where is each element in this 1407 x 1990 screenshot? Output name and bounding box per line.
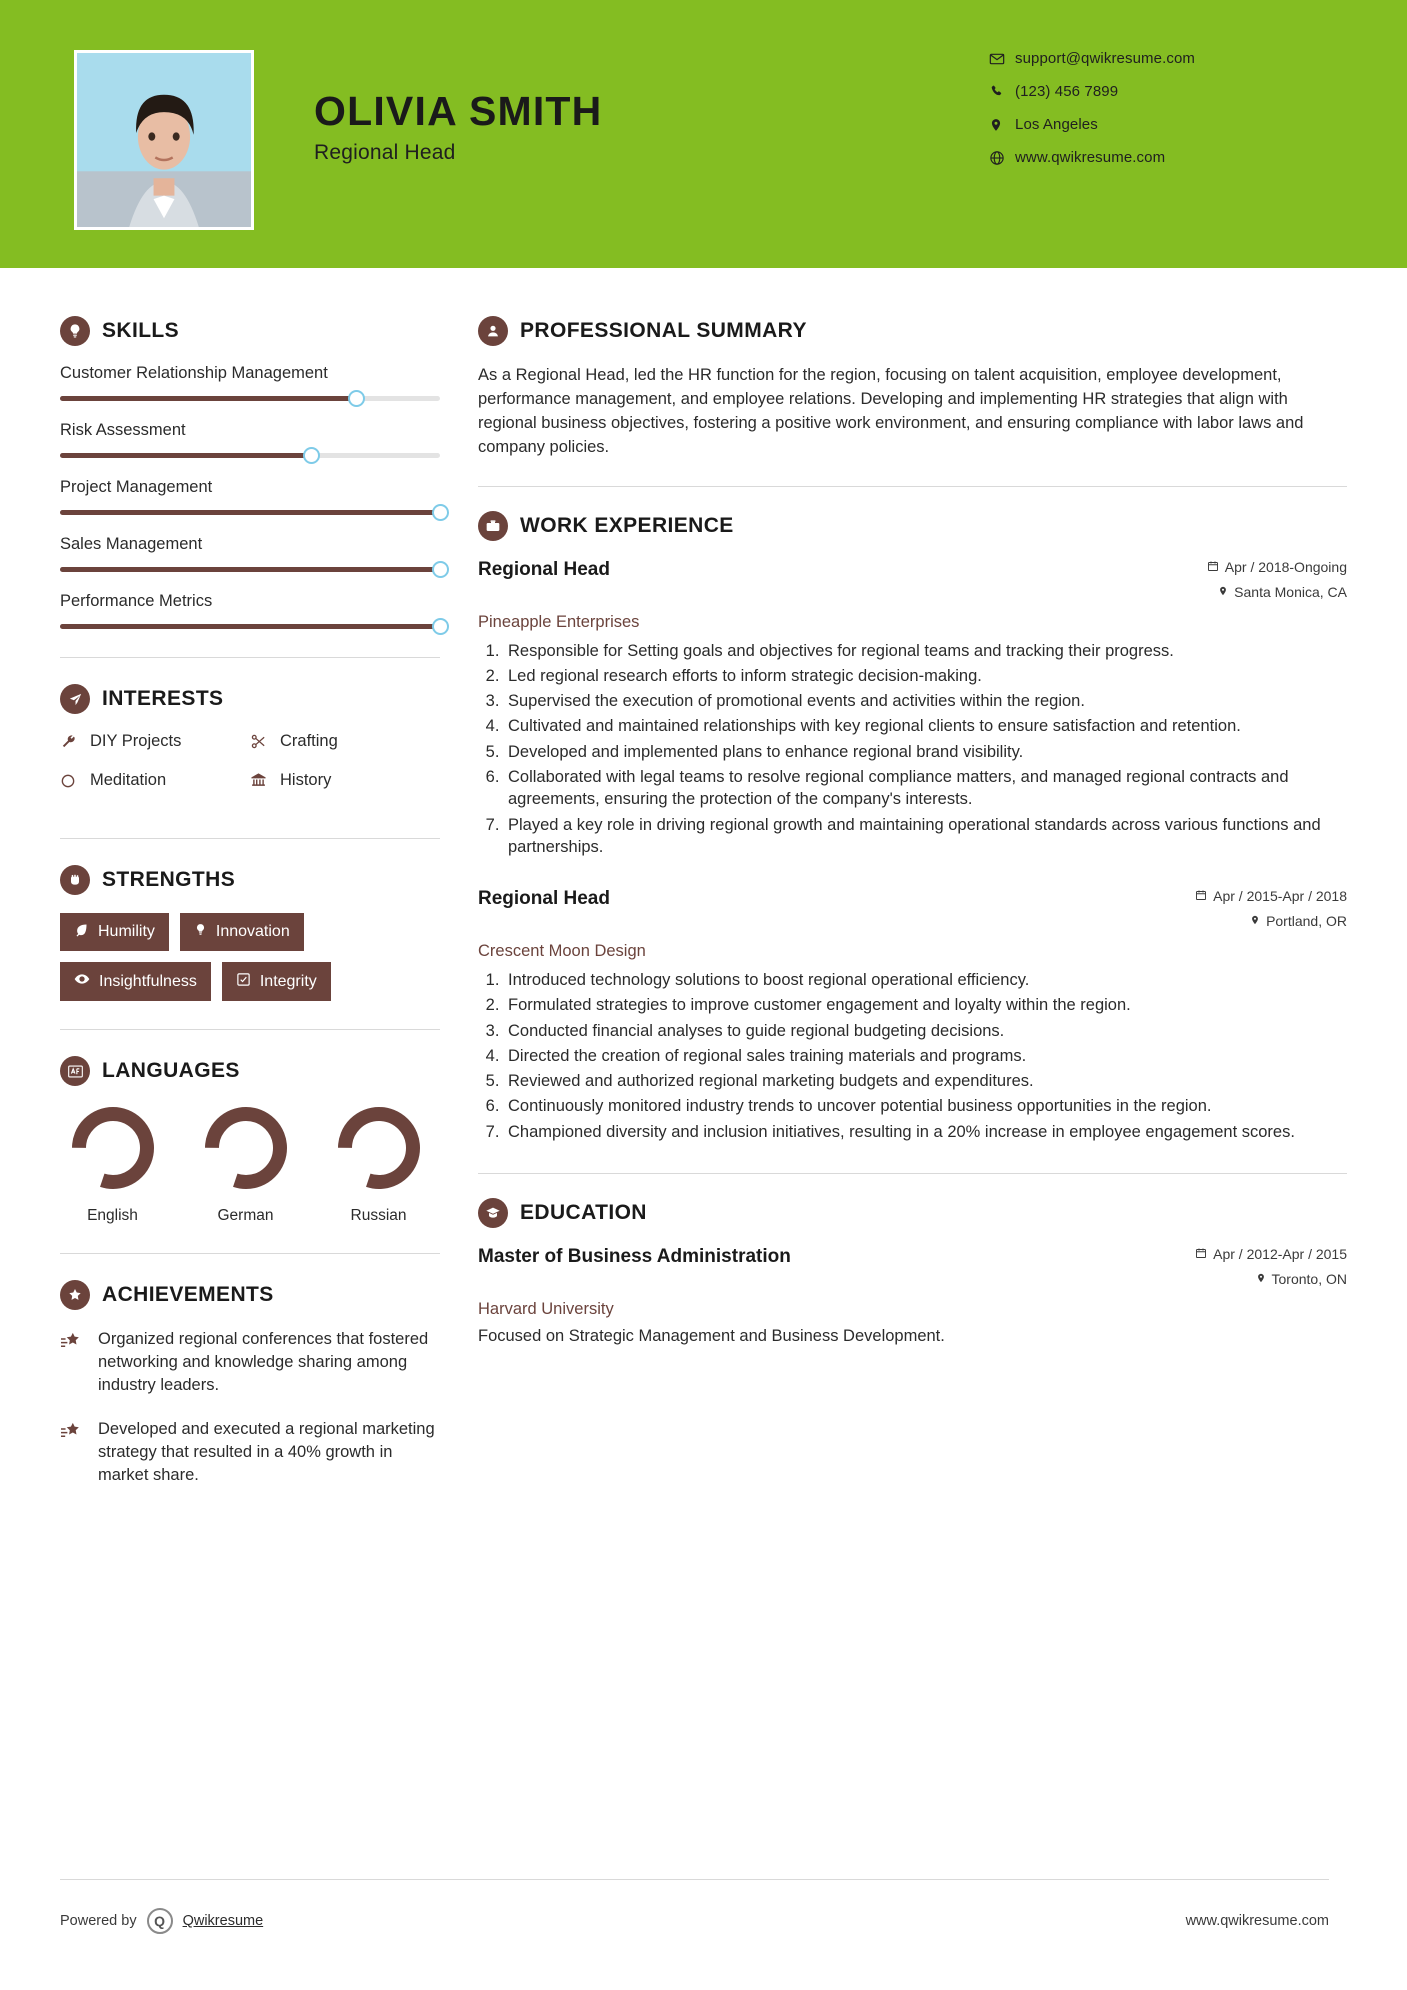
divider <box>60 1029 440 1030</box>
skill-knob[interactable] <box>432 561 449 578</box>
job-bullet: 6. Continuously monitored industry trends to uncover potential business opportunities in the region. <box>504 1095 1347 1117</box>
graduation-cap-icon <box>478 1198 508 1228</box>
job-header <box>478 888 1347 938</box>
section-summary <box>478 316 1347 460</box>
summary-header <box>478 316 1347 346</box>
language-item <box>326 1104 431 1225</box>
skill-item <box>60 364 440 401</box>
powered-by <box>60 1908 263 1934</box>
powered-by-label: Powered by <box>60 1913 137 1929</box>
job-bullet: 4. Directed the creation of regional sales training materials and programs. <box>504 1045 1347 1067</box>
job-bullet: 1. Introduced technology solutions to boost regional operational efficiency. <box>504 969 1347 991</box>
divider <box>60 657 440 658</box>
education-school: Harvard University <box>478 1299 614 1318</box>
envelope-icon <box>989 51 1015 67</box>
skills-title: SKILLS <box>102 319 180 342</box>
section-skills <box>60 316 440 629</box>
skill-label: Project Management <box>60 478 213 496</box>
calendar-icon <box>1207 559 1219 575</box>
job-bullet: 2. Led regional research efforts to inform strategic decision-making. <box>504 665 1347 687</box>
strength-label: Integrity <box>259 972 317 990</box>
portrait-photo-icon <box>77 53 251 227</box>
job-title: Regional Head <box>314 141 456 164</box>
calendar-icon <box>1195 888 1207 904</box>
globe-icon <box>989 150 1015 166</box>
job-bullet: 2. Formulated strategies to improve customer engagement and loyalty within the region. <box>504 994 1347 1016</box>
section-languages <box>60 1056 440 1225</box>
shooting-star-icon <box>60 1418 98 1486</box>
skill-knob[interactable] <box>348 390 365 407</box>
job-role: Regional Head <box>478 888 610 910</box>
education-dates: Apr / 2012-Apr / 2015 <box>1213 1245 1347 1262</box>
job-role: Regional Head <box>478 558 610 580</box>
job-bullet: 5. Developed and implemented plans to enhance regional brand visibility. <box>504 741 1347 763</box>
achievement-item <box>60 1418 440 1486</box>
section-education <box>478 1198 1347 1346</box>
contact-phone[interactable] <box>989 83 1329 100</box>
qwikresume-logo-icon: Q <box>147 1908 173 1934</box>
languages-list <box>60 1104 440 1225</box>
work-title: WORK EXPERIENCE <box>520 513 734 537</box>
skill-knob[interactable] <box>303 447 320 464</box>
strength-label: Insightfulness <box>99 972 197 990</box>
main-content <box>440 268 1407 1509</box>
footer <box>0 1908 1407 1934</box>
star-badge-icon <box>60 1280 90 1310</box>
divider <box>478 1173 1347 1174</box>
job-bullet: 4. Cultivated and maintained relationships with key regional clients to ensure satisfaction and retention. <box>504 715 1347 737</box>
calendar-icon <box>1195 1246 1207 1262</box>
location-pin-icon <box>989 117 1015 133</box>
strengths-title: STRENGTHS <box>102 868 236 891</box>
job-bullet: 7. Played a key role in driving regional growth and maintaining operational standards across various functions and partnerships. <box>504 814 1347 859</box>
bank-icon <box>250 772 280 789</box>
contact-email-text: support@qwikresume.com <box>1015 50 1195 67</box>
user-icon <box>478 316 508 346</box>
briefcase-icon <box>478 511 508 541</box>
achievement-text: Organized regional conferences that fostered networking and knowledge sharing among industry leaders. <box>98 1330 429 1394</box>
strength-label: Innovation <box>215 923 290 940</box>
footer-website[interactable]: www.qwikresume.com <box>1185 1913 1329 1929</box>
interest-item <box>250 732 440 751</box>
job-bullet: 1. Responsible for Setting goals and objectives for regional teams and tracking their progress. <box>504 640 1347 662</box>
job-company: Pineapple Enterprises <box>478 612 640 631</box>
interest-label: DIY Projects <box>90 732 182 750</box>
language-item <box>193 1104 298 1225</box>
job-location: Santa Monica, CA <box>1234 583 1347 600</box>
job-bullet: 5. Reviewed and authorized regional marketing budgets and expenditures. <box>504 1070 1347 1092</box>
job-meta <box>1195 888 1347 938</box>
leaf-icon <box>74 922 89 942</box>
interests-list <box>60 732 440 810</box>
education-header-row <box>478 1246 1347 1296</box>
language-donut <box>202 1104 290 1192</box>
contact-phone-text: (123) 456 7899 <box>1015 83 1119 100</box>
shooting-star-icon <box>60 1328 98 1396</box>
location-pin-icon <box>1218 584 1228 600</box>
language-label: English <box>87 1207 138 1224</box>
skill-bar <box>60 396 440 401</box>
job-company: Crescent Moon Design <box>478 942 646 961</box>
skill-bar <box>60 453 440 458</box>
skill-label: Risk Assessment <box>60 421 186 439</box>
education-meta <box>1195 1246 1347 1296</box>
location-pin-icon <box>1250 913 1260 929</box>
job-bullet: 3. Supervised the execution of promotional events and activities within the region. <box>504 690 1347 712</box>
phone-icon <box>989 84 1015 99</box>
summary-title: PROFESSIONAL SUMMARY <box>520 319 807 342</box>
bulb-icon <box>60 316 90 346</box>
language-item <box>60 1104 165 1225</box>
education-degree: Master of Business Administration <box>478 1245 791 1267</box>
strength-item <box>60 962 211 1001</box>
education-header <box>478 1198 1347 1228</box>
language-label: German <box>217 1207 274 1224</box>
contact-list <box>989 50 1329 182</box>
circle-icon <box>60 773 90 789</box>
contact-location-text: Los Angeles <box>1015 116 1098 133</box>
achievement-text: Developed and executed a regional marketing strategy that resulted in a 40% growth in market share. <box>98 1420 435 1484</box>
page-title: OLIVIA SMITH <box>314 88 603 134</box>
skill-bar <box>60 624 440 629</box>
education-location: Toronto, ON <box>1271 1270 1347 1287</box>
section-achievements <box>60 1280 440 1487</box>
scissors-icon <box>250 733 280 750</box>
fist-icon <box>60 865 90 895</box>
job-location: Portland, OR <box>1266 913 1347 930</box>
skill-label: Sales Management <box>60 535 203 553</box>
contact-website-text: www.qwikresume.com <box>1015 149 1166 166</box>
sidebar <box>0 268 440 1509</box>
language-donut <box>335 1104 423 1192</box>
interests-title: INTERESTS <box>102 687 224 710</box>
interest-label: Meditation <box>90 771 167 789</box>
job-bullets <box>504 969 1347 1143</box>
skill-item <box>60 592 440 629</box>
job-meta <box>1207 559 1347 609</box>
job-bullet: 3. Conducted financial analyses to guide regional budgeting decisions. <box>504 1020 1347 1042</box>
job-dates: Apr / 2015-Apr / 2018 <box>1213 888 1347 905</box>
bulb-icon <box>194 922 207 942</box>
interest-item <box>250 771 440 790</box>
contact-email[interactable] <box>989 50 1329 67</box>
languages-title: LANGUAGES <box>102 1059 240 1082</box>
location-pin-icon <box>1256 1271 1266 1287</box>
interest-item <box>60 732 250 751</box>
work-header <box>478 511 1347 541</box>
strength-item <box>222 962 331 1001</box>
wrench-icon <box>60 733 90 750</box>
section-strengths <box>60 865 440 1001</box>
divider <box>60 1253 440 1254</box>
education-description: Focused on Strategic Management and Business Development. <box>478 1326 945 1345</box>
section-interests <box>60 684 440 810</box>
language-donut <box>69 1104 157 1192</box>
divider <box>60 838 440 839</box>
resume-body <box>0 268 1407 1509</box>
education-title: EDUCATION <box>520 1200 647 1224</box>
strengths-header <box>60 865 440 895</box>
job-header <box>478 559 1347 609</box>
check-square-icon <box>236 972 251 992</box>
resume-header <box>0 0 1407 268</box>
skill-label: Customer Relationship Management <box>60 364 328 382</box>
achievement-item <box>60 1328 440 1396</box>
job-dates: Apr / 2018-Ongoing <box>1224 558 1347 575</box>
translate-icon <box>60 1056 90 1086</box>
paper-plane-icon <box>60 684 90 714</box>
skill-knob[interactable] <box>432 504 449 521</box>
summary-text: As a Regional Head, led the HR function for the region, focusing on talent acquisition, employee development, performance management, and employee relations. Developing and implementing HR strategies that align with regional business objectives, fostering a positive work environment, and ensuring compliance with labor laws and company policies. <box>478 366 1304 456</box>
job-entry <box>478 888 1347 1143</box>
divider <box>478 486 1347 487</box>
qwikresume-link[interactable]: Qwikresume <box>182 1913 264 1929</box>
contact-website[interactable] <box>989 149 1329 166</box>
job-dates-row <box>1207 559 1347 575</box>
skill-item <box>60 535 440 572</box>
education-location-row <box>1195 1271 1347 1287</box>
job-bullets <box>504 640 1347 858</box>
interests-header <box>60 684 440 714</box>
achievements-header <box>60 1280 440 1310</box>
strength-label: Humility <box>98 923 155 940</box>
avatar <box>74 50 254 230</box>
footer-divider <box>60 1879 1329 1880</box>
education-entry <box>478 1246 1347 1346</box>
language-label: Russian <box>350 1207 407 1224</box>
interest-item <box>60 771 250 790</box>
skill-knob[interactable] <box>432 618 449 635</box>
education-dates-row <box>1195 1246 1347 1262</box>
skill-item <box>60 421 440 458</box>
strength-item <box>60 913 169 951</box>
skill-item <box>60 478 440 515</box>
job-bullet: 6. Collaborated with legal teams to resolve regional compliance matters, and managed regional contracts and agreements, ensuring the protection of the company's interests. <box>504 766 1347 811</box>
strength-item <box>180 913 304 951</box>
section-work-experience <box>478 511 1347 1143</box>
job-bullet: 7. Championed diversity and inclusion initiatives, resulting in a 20% increase in employee engagement scores. <box>504 1121 1347 1143</box>
interest-label: Crafting <box>280 732 338 750</box>
job-entry <box>478 559 1347 858</box>
name-block <box>314 88 603 165</box>
skill-bar <box>60 567 440 572</box>
skill-bar <box>60 510 440 515</box>
skill-label: Performance Metrics <box>60 592 213 610</box>
job-location-row <box>1195 913 1347 929</box>
skills-header <box>60 316 440 346</box>
contact-location <box>989 116 1329 133</box>
languages-header <box>60 1056 440 1086</box>
strengths-list <box>60 913 440 1001</box>
job-dates-row <box>1195 888 1347 904</box>
eye-icon <box>74 971 90 992</box>
interest-label: History <box>280 771 332 789</box>
job-location-row <box>1207 584 1347 600</box>
achievements-title: ACHIEVEMENTS <box>102 1283 274 1306</box>
